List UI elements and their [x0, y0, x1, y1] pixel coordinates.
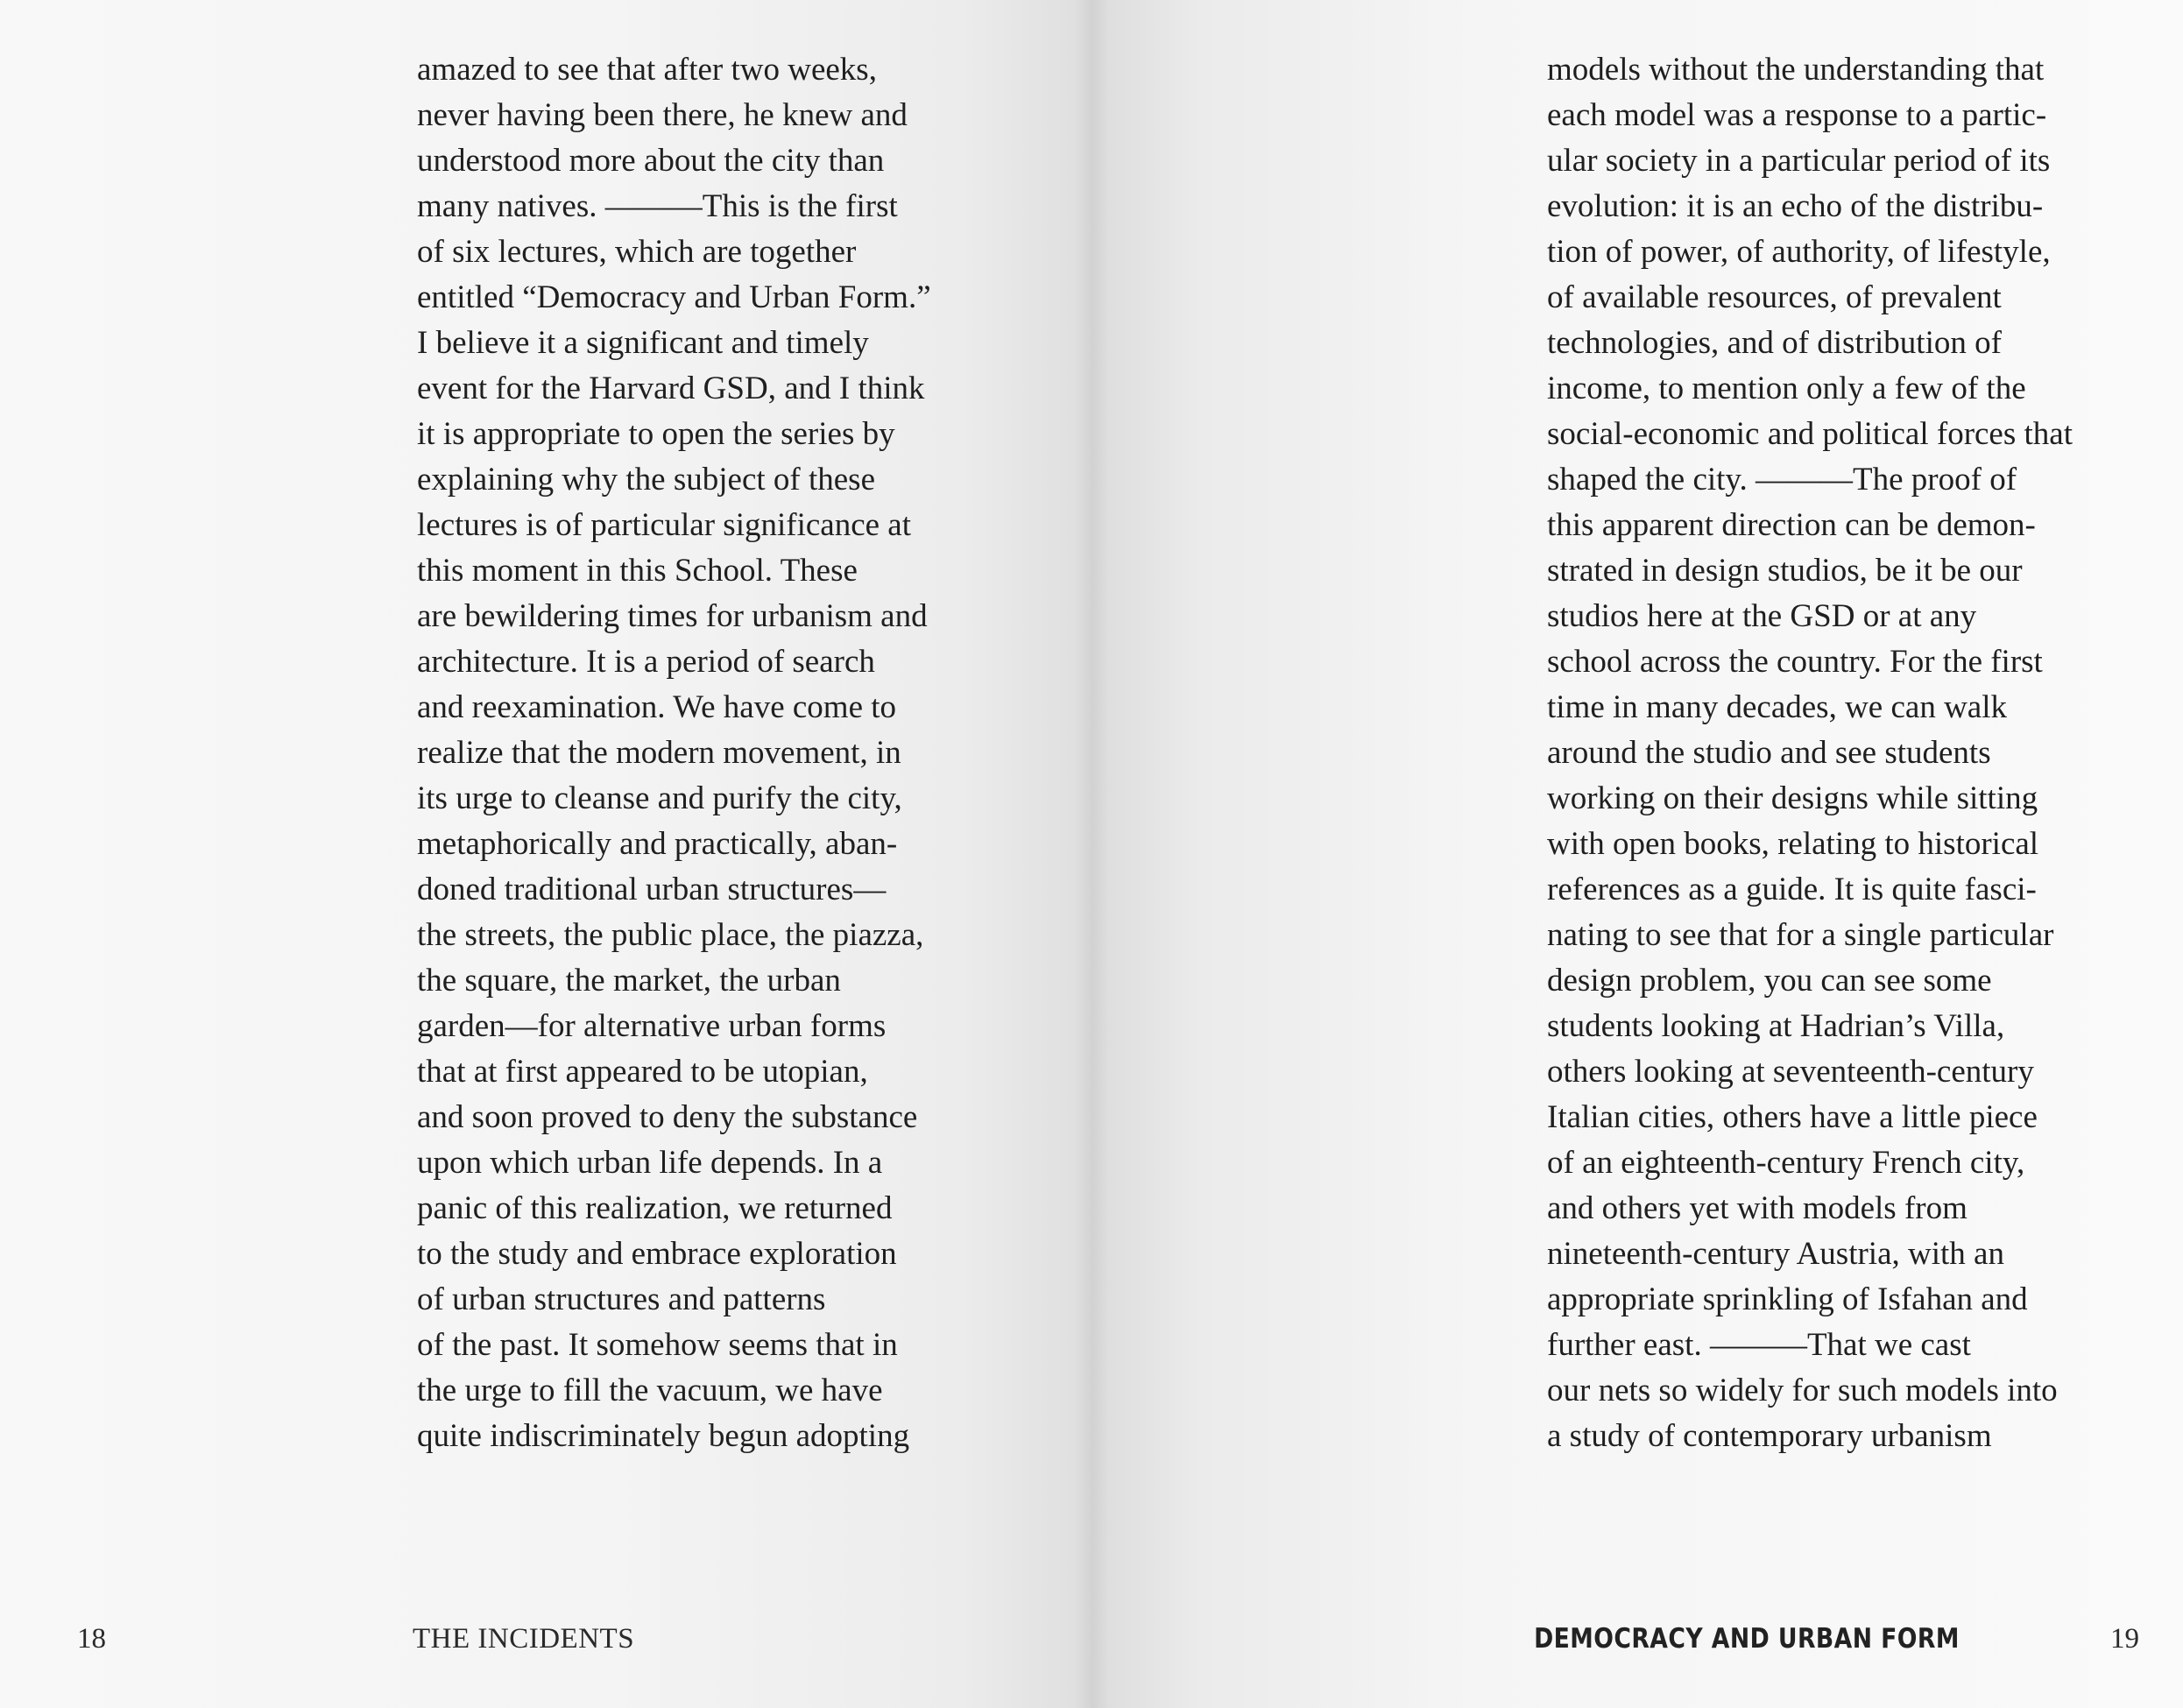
left-page-body-text	[417, 47, 931, 1459]
text-line: this apparent direction can be demon-	[1547, 507, 2036, 543]
text-line: are bewildering times for urbanism and	[417, 598, 928, 634]
text-line: nating to see that for a single particular	[1547, 917, 2054, 953]
text-line: the square, the market, the urban	[417, 963, 841, 999]
text-line: shaped the city. ———The proof of	[1547, 462, 2017, 498]
page-number-left: 18	[77, 1623, 106, 1655]
text-line: social-economic and political forces that	[1547, 416, 2073, 452]
text-line: panic of this realization, we returned	[417, 1190, 893, 1226]
text-line: of an eighteenth-century French city,	[1547, 1145, 2025, 1181]
text-line: Italian cities, others have a little piece	[1547, 1099, 2038, 1135]
text-line: event for the Harvard GSD, and I think	[417, 371, 925, 406]
text-line: of available resources, of prevalent	[1547, 279, 2002, 315]
text-line: metaphorically and practically, aban-	[417, 826, 898, 862]
text-line: architecture. It is a period of search	[417, 644, 875, 680]
text-line: evolution: it is an echo of the distribu-	[1547, 188, 2044, 224]
text-line: and others yet with models from	[1547, 1190, 1968, 1226]
right-page-body-text	[1547, 47, 2073, 1459]
text-line: many natives. ———This is the first	[417, 188, 898, 224]
text-line: working on their designs while sitting	[1547, 780, 2038, 816]
text-line: school across the country. For the first	[1547, 644, 2043, 680]
text-line: that at first appeared to be utopian,	[417, 1054, 868, 1090]
text-line: technologies, and of distribution of	[1547, 325, 2002, 361]
text-line: and soon proved to deny the substance	[417, 1099, 918, 1135]
text-line: the urge to fill the vacuum, we have	[417, 1373, 883, 1408]
text-line: with open books, relating to historical	[1547, 826, 2039, 862]
text-line: doned traditional urban structures—	[417, 872, 887, 907]
text-line: a study of contemporary urbanism	[1547, 1418, 1992, 1454]
text-line: and reexamination. We have come to	[417, 689, 897, 725]
running-head-left: THE INCIDENTS	[413, 1623, 635, 1655]
text-line: nineteenth-century Austria, with an	[1547, 1236, 2004, 1272]
text-line: tion of power, of authority, of lifestyle,	[1547, 234, 2051, 270]
text-line: never having been there, he knew and	[417, 97, 908, 133]
text-line: design problem, you can see some	[1547, 963, 1992, 999]
text-line: appropriate sprinkling of Isfahan and	[1547, 1281, 2028, 1317]
text-line: our nets so widely for such models into	[1547, 1373, 2058, 1408]
text-line: garden—for alternative urban forms	[417, 1008, 887, 1044]
text-line: of the past. It somehow seems that in	[417, 1327, 898, 1363]
text-line: explaining why the subject of these	[417, 462, 876, 498]
text-line: quite indiscriminately begun adopting	[417, 1418, 910, 1454]
text-line: understood more about the city than	[417, 143, 885, 179]
running-head-right: DEMOCRACY AND URBAN FORM	[1534, 1623, 1960, 1655]
text-line: of urban structures and patterns	[417, 1281, 826, 1317]
text-line: entitled “Democracy and Urban Form.”	[417, 279, 931, 315]
text-line: strated in design studios, be it be our	[1547, 553, 2023, 589]
text-line: models without the understanding that	[1547, 52, 2045, 88]
book-gutter	[1074, 0, 1109, 1708]
text-line: time in many decades, we can walk	[1547, 689, 2007, 725]
text-line: students looking at Hadrian’s Villa,	[1547, 1008, 2005, 1044]
text-line: others looking at seventeenth-century	[1547, 1054, 2034, 1090]
text-line: income, to mention only a few of the	[1547, 371, 2026, 406]
text-line: I believe it a significant and timely	[417, 325, 869, 361]
right-page	[1092, 0, 2183, 1708]
text-line: its urge to cleanse and purify the city,	[417, 780, 902, 816]
text-line: references as a guide. It is quite fasci-	[1547, 872, 2037, 907]
text-line: around the studio and see students	[1547, 735, 1991, 771]
text-line: the streets, the public place, the piazza,	[417, 917, 924, 953]
text-line: of six lectures, which are together	[417, 234, 857, 270]
text-line: each model was a response to a partic-	[1547, 97, 2047, 133]
text-line: amazed to see that after two weeks,	[417, 52, 877, 88]
text-line: realize that the modern movement, in	[417, 735, 901, 771]
text-line: this moment in this School. These	[417, 553, 858, 589]
page-number-right: 19	[2110, 1623, 2139, 1655]
text-line: it is appropriate to open the series by	[417, 416, 895, 452]
text-line: lectures is of particular significance at	[417, 507, 911, 543]
text-line: upon which urban life depends. In a	[417, 1145, 883, 1181]
text-line: to the study and embrace exploration	[417, 1236, 897, 1272]
text-line: studios here at the GSD or at any	[1547, 598, 1977, 634]
text-line: further east. ———That we cast	[1547, 1327, 1971, 1363]
text-line: ular society in a particular period of its	[1547, 143, 2051, 179]
